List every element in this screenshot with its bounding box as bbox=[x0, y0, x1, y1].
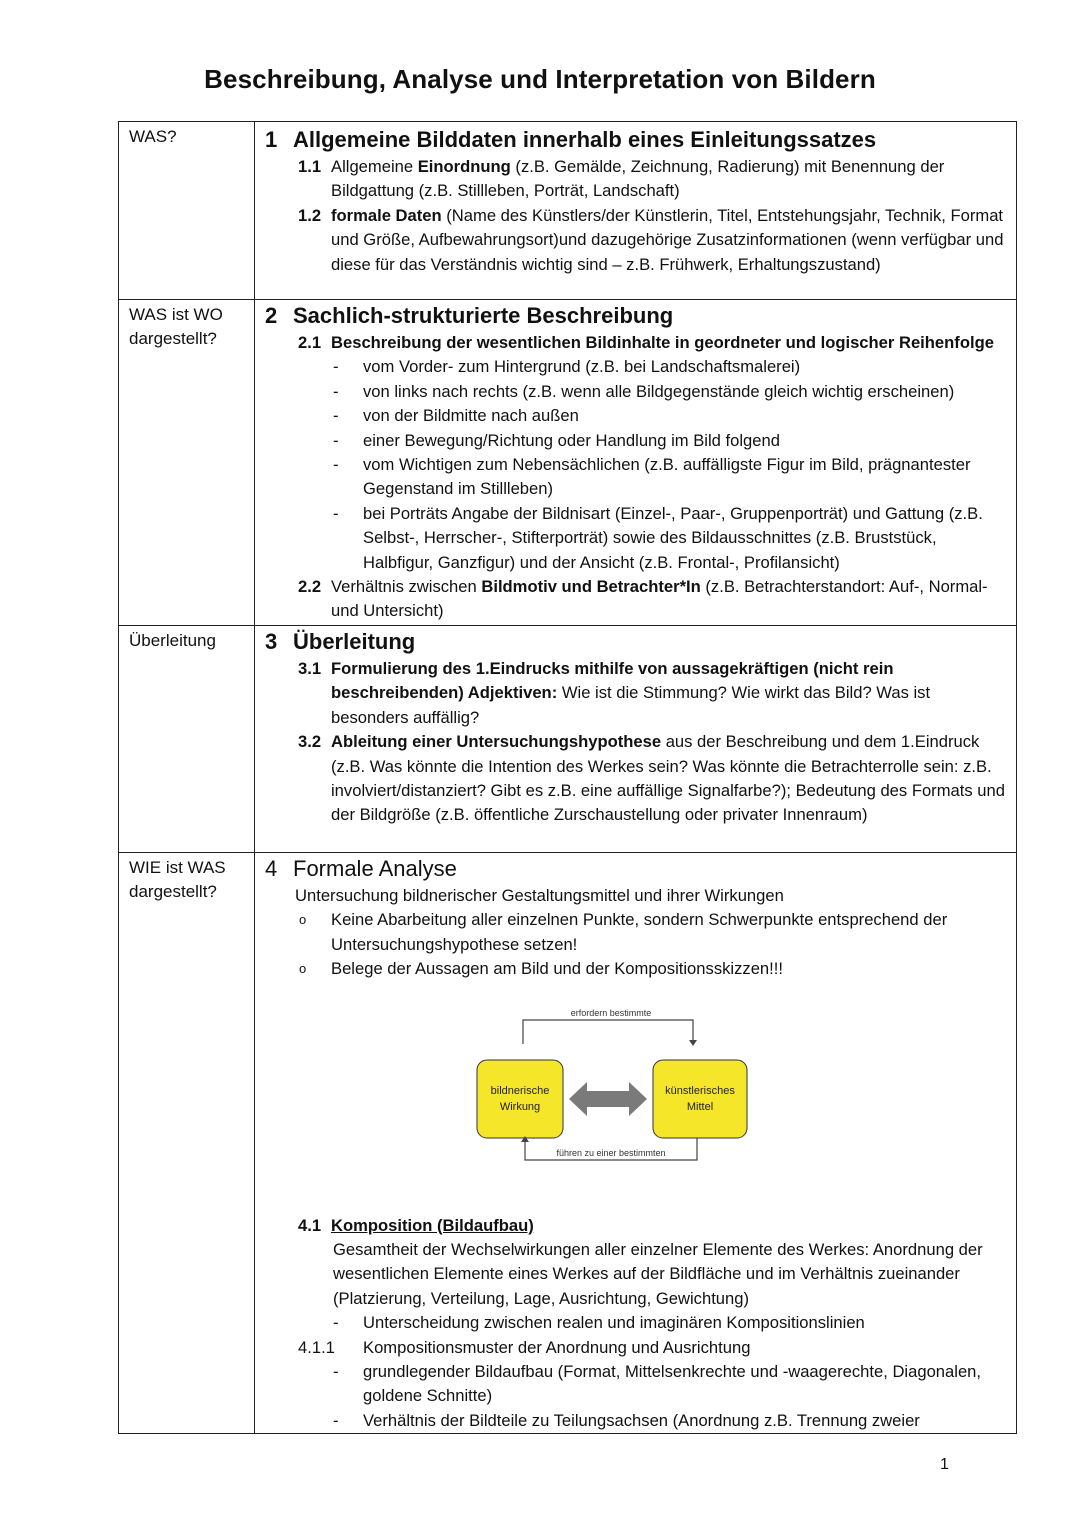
list-item: - bei Porträts Angabe der Bildnisart (Einzel-, Paar-, Gruppenporträt) und Gattung (z.B. Selbst-, Herrscher-, Stifterporträt) sowie des Bildausschnittes (z.B. Bruststück, Halbfigur, Ganzfigur) und der Ansicht (z.B. Frontal-, Profilansicht) bbox=[333, 503, 983, 572]
right-box-line-2: Mittel bbox=[686, 1100, 714, 1113]
right-box bbox=[653, 1060, 747, 1138]
subsection-2-2: 2.2 Verhältnis zwischen Bildmotiv und Betrachter*In (z.B. Betrachterstandort: Auf-, Normal- und Untersicht) bbox=[298, 577, 988, 621]
right-box-line-1: künstlerisches bbox=[665, 1084, 735, 1097]
table-row bbox=[119, 626, 1017, 853]
section-title: Allgemeine Bilddaten innerhalb eines Einleitungssatzes bbox=[293, 127, 877, 152]
subsection-1-2: 1.2 formale Daten (Name des Künstlers/der Künstlerin, Titel, Entstehungsjahr, Technik, Format und Größe, Aufbewahrungsort)und dazugehörige Zusatzinformationen (wenn verfügbar und diese für das Verständnis wichtig sind – z.B. Frühwerk, Erhaltungszustand) bbox=[298, 205, 1004, 274]
double-arrow bbox=[569, 1082, 647, 1116]
left-box-line-1: bildnerische bbox=[490, 1084, 550, 1097]
list-item: - vom Vorder- zum Hintergrund (z.B. bei Landschaftsmalerei) bbox=[333, 357, 801, 377]
row-content bbox=[255, 626, 1017, 853]
section-title: Formale Analyse bbox=[293, 856, 457, 881]
subsection-2-1: 2.1 Beschreibung der wesentlichen Bildinhalte in geordneter und logischer Reihenfolge bbox=[298, 333, 994, 352]
row-label: WAS ist WO dargestellt? bbox=[119, 300, 255, 626]
section-heading: 4 Formale Analyse bbox=[265, 854, 1016, 884]
subsection-4-1-1: 4.1.1 Kompositionsmuster der Anordnung und Ausrichtung bbox=[298, 1337, 751, 1357]
diagram-svg bbox=[255, 988, 1025, 1214]
list-item: - von der Bildmitte nach außen bbox=[333, 406, 579, 426]
table-row bbox=[119, 122, 1017, 300]
row-label: WAS? bbox=[119, 122, 255, 300]
section-intro: Untersuchung bildnerischer Gestaltungsmittel und ihrer Wirkungen bbox=[295, 886, 784, 905]
section-title: Überleitung bbox=[293, 629, 416, 654]
left-box bbox=[477, 1060, 563, 1138]
section-heading: 2 Sachlich-strukturierte Beschreibung bbox=[265, 301, 1016, 331]
subsection-3-2: 3.2 Ableitung einer Untersuchungshypothese aus der Beschreibung und dem 1.Eindruck (z.B. Was könnte die Intention des Werkes sein? Was könnte die Betrachterrolle sein: z.B. involviert/distanziert? Gibt es z.B. eine auffällige Signalfarbe?); Bedeutung des Formats und der Bildgröße (z.B. öffentliche Zurschaustellung oder privater Innenraum) bbox=[298, 732, 1005, 825]
list-item: - von links nach rechts (z.B. wenn alle Bildgegenstände gleich wichtig erscheinen) bbox=[333, 381, 955, 401]
subsection-3-1: 3.1 Formulierung des 1.Eindrucks mithilfe von aussagekräftigen (nicht rein beschreibenden) Adjektiven: Wie ist die Stimmung? Wie wirkt das Bild? Was ist besonders auffällig? bbox=[298, 659, 931, 727]
list-item: o Keine Abarbeitung aller einzelnen Punkte, sondern Schwerpunkte entsprechend der Untersuchungshypothese setzen! bbox=[299, 910, 948, 954]
row-content bbox=[255, 122, 1017, 300]
row-label: WIE ist WAS dargestellt? bbox=[119, 853, 255, 1434]
composition-description: Gesamtheit der Wechselwirkungen aller einzelner Elemente des Werkes: Anordnung der wesentlichen Elemente eines Werkes auf der Bildfläche und im Verhältnis zueinander (Platzierung, Verteilung, Lage, Ausrichtung, Gewichtung) bbox=[333, 1240, 983, 1308]
means-effect-diagram bbox=[255, 988, 1016, 1214]
section-heading: 3 Überleitung bbox=[265, 627, 1016, 657]
list-item: o Belege der Aussagen am Bild und der Kompositionsskizzen!!! bbox=[299, 959, 783, 979]
row-content bbox=[255, 300, 1017, 626]
section-heading bbox=[265, 125, 1016, 155]
page-title: Beschreibung, Analyse und Interpretation von Bildern bbox=[204, 64, 876, 94]
top-connector bbox=[523, 1020, 693, 1044]
page-number: 1 bbox=[940, 1456, 949, 1473]
table-row bbox=[119, 300, 1017, 626]
left-box-line-2: Wirkung bbox=[499, 1100, 541, 1113]
section-number: 1 bbox=[265, 127, 278, 152]
list-item: - Verhältnis der Bildteile zu Teilungsachsen (Anordnung z.B. Trennung zweier bbox=[333, 1410, 920, 1430]
subsection-1-1: 1.1 Allgemeine Einordnung (z.B. Gemälde, Zeichnung, Radierung) mit Benennung der Bildgattung (z.B. Stillleben, Porträt, Landschaft) bbox=[298, 157, 945, 201]
section-title: Sachlich-strukturierte Beschreibung bbox=[293, 303, 674, 328]
row-content bbox=[255, 853, 1017, 1434]
list-item: - einer Bewegung/Richtung oder Handlung im Bild folgend bbox=[333, 430, 780, 450]
top-arrowhead bbox=[689, 1040, 697, 1046]
list-item: - vom Wichtigen zum Nebensächlichen (z.B. auffälligste Figur im Bild, prägnantester Gegenstand im Stillleben) bbox=[333, 455, 971, 499]
analysis-table bbox=[118, 121, 1017, 1434]
list-item: - Unterscheidung zwischen realen und imaginären Kompositionslinien bbox=[333, 1313, 865, 1333]
top-label: erfordern bestimmte bbox=[570, 1007, 652, 1018]
bottom-label: führen zu einer bestimmten bbox=[556, 1147, 666, 1158]
table-row bbox=[119, 853, 1017, 1434]
list-item: - grundlegender Bildaufbau (Format, Mittelsenkrechte und -waagerechte, Diagonalen, goldene Schnitte) bbox=[333, 1362, 982, 1406]
row-label: Überleitung bbox=[119, 626, 255, 853]
subsection-4-1: 4.1 Komposition (Bildaufbau) bbox=[298, 1215, 534, 1235]
